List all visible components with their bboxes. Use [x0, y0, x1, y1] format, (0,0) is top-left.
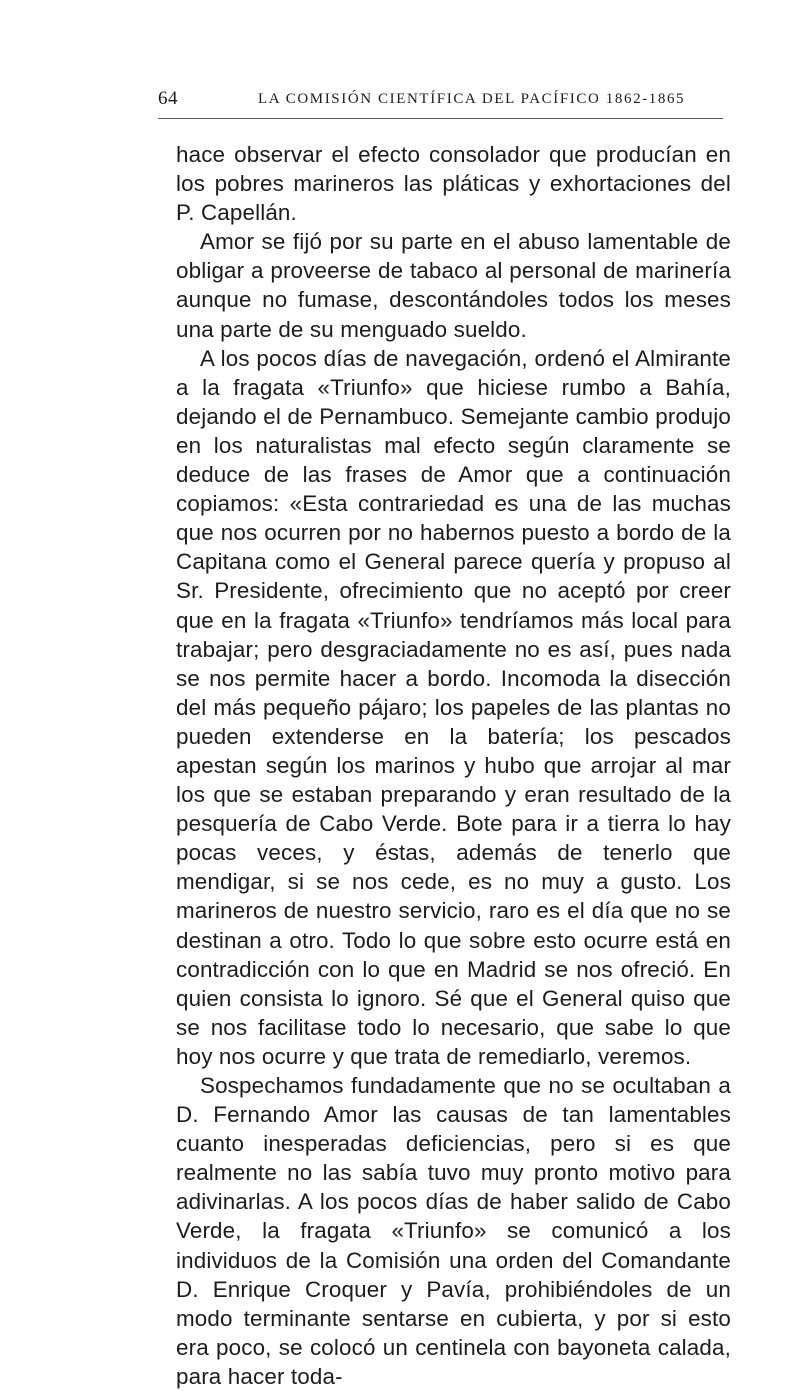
paragraph-1: hace observar el efecto consolador que producían en los pobres marineros las pláticas y exhortaciones del P. Capellán. — [176, 142, 731, 226]
page-header — [158, 88, 723, 118]
paragraph-4: Sospechamos fundadamente que no se ocultaban a D. Fernando Amor las causas de tan lamentables cuanto inesperadas deficiencias, pero si es que realmente no las sabía tuvo muy pronto motivo para adivinarlas. A los pocos días de haber salido de Cabo Verde, la fragata «Triunfo» se comunicó a los individuos de la Comisión una orden del Comandante D. Enrique Croquer y Pavía, prohibiéndoles de un modo terminante sentarse en cubierta, y por si esto era poco, se colocó un centinela con bayoneta calada, para hacer toda- — [176, 1073, 731, 1389]
running-title: LA COMISIÓN CIENTÍFICA DEL PACÍFICO 1862-1865 — [258, 91, 686, 107]
header-rule — [158, 118, 723, 119]
page-number: 64 — [158, 88, 178, 109]
paragraph-3: A los pocos días de navegación, ordenó el Almirante a la fragata «Triunfo» que hiciese rumbo a Bahía, dejando el de Pernambuco. Semejante cambio produjo en los naturalistas mal efecto según claramente se deduce de las frases de Amor que a continuación copiamos: «Esta contrariedad es una de las muchas que nos ocurren por no habernos puesto a bordo de la Capitana como el General parece quería y propuso al Sr. Presidente, ofrecimiento que no aceptó por creer que en la fragata «Triunfo» tendríamos más local para trabajar; pero desgraciadamente no es así, pues nada se nos permite hacer a bordo. Incomoda la disección del más pequeño pájaro; los papeles de las plantas no pueden extenderse en la batería; los pescados apestan según los marinos y hubo que arrojar al mar los que se estaban preparando y eran resultado de la pesquería de Cabo Verde. Bote para ir a tierra lo hay pocas veces, y éstas, además de tenerlo que mendigar, si se nos cede, es no muy a gusto. Los marineros de nuestro servicio, raro es el día que no se destinan a otro. Todo lo que sobre esto ocurre está en contradicción con lo que en Madrid se nos ofreció. En quien consista lo ignoro. Sé que el General quiso que se nos facilitase todo lo necesario, que sabe lo que hoy nos ocurre y que trata de remediarlo, veremos. — [176, 345, 731, 1069]
paragraph-2: Amor se fijó por su parte en el abuso lamentable de obligar a proveerse de tabaco al personal de marinería aunque no fumase, descontándoles todos los meses una parte de su menguado sueldo. — [176, 229, 731, 342]
body-text — [176, 140, 731, 1391]
